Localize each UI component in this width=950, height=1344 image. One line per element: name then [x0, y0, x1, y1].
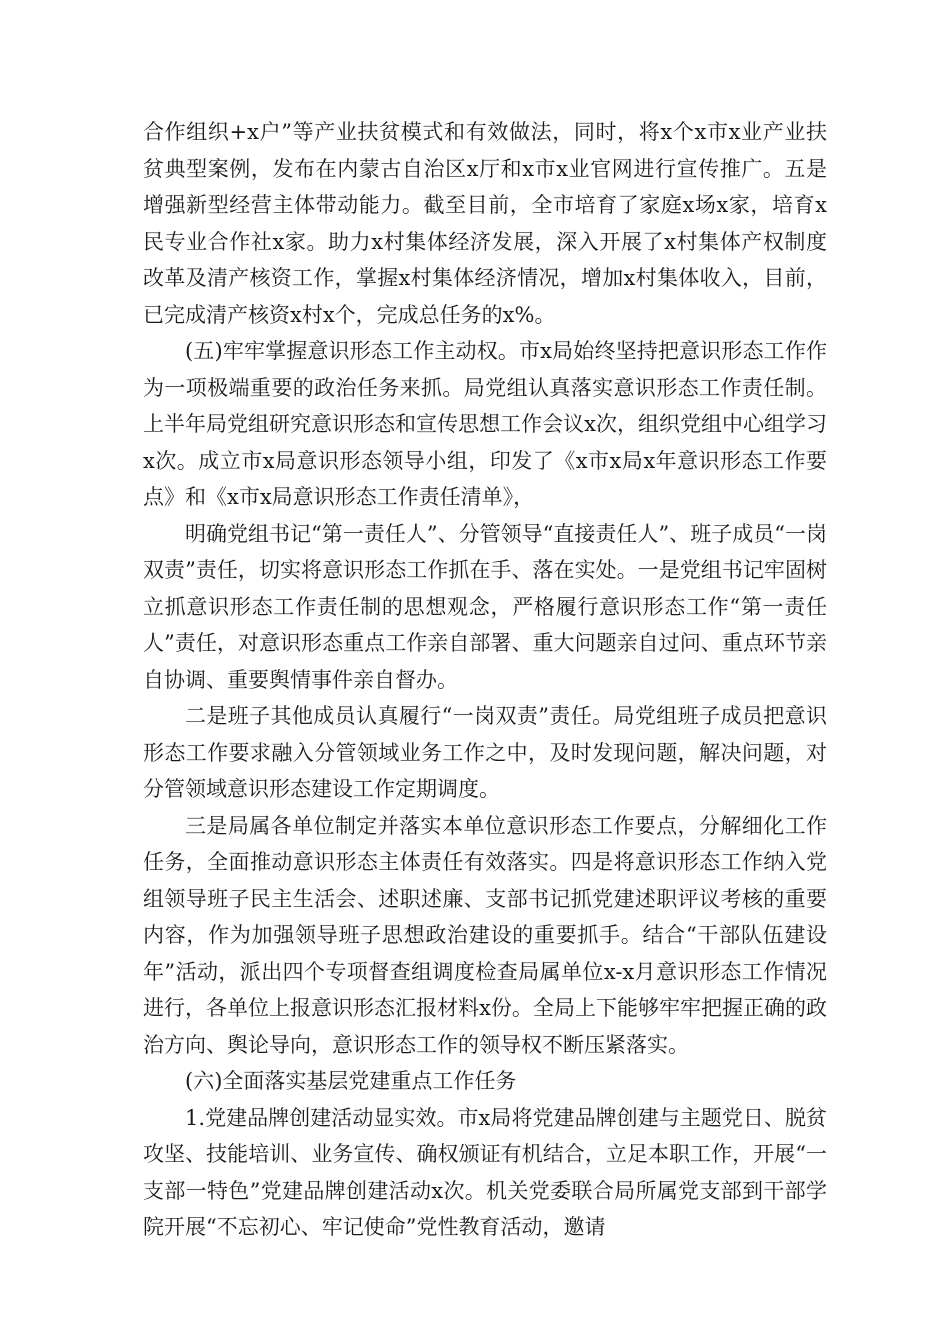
paragraph-ideology-work: (五)牢牢掌握意识形态工作主动权。市x局始终坚持把意识形态工作作为一项极端重要的政治任务来抓。局党组认真落实意识形态工作责任制。上半年局党组研究意识形态和宣传思想工作会议x次，组织党组中心组学习x次。成立市x局意识形态领导小组，印发了《x市x局x年意识形态工作要点》和《x市x局意识形态工作责任清单》，	[143, 339, 827, 509]
paragraph-party-brand-creation: 1.党建品牌创建活动显实效。市x局将党建品牌创建与主题党日、脱贫攻坚、技能培训、业务宣传、确权颁证有机结合，立足本职工作，开展“一支部一特色”党建品牌创建活动x次。机关党委联合局所属党支部到干部学院开展“不忘初心、牢记使命”党性教育活动，邀请	[143, 1105, 827, 1239]
section-heading-grassroots-party-building: (六)全面落实基层党建重点工作任务	[185, 1069, 517, 1093]
document-body	[143, 114, 827, 1246]
paragraph-team-members-duty: 二是班子其他成员认真履行“一岗双责”责任。局党组班子成员把意识形态工作要求融入分管领域业务工作之中，及时发现问题，解决问题，对分管领域意识形态建设工作定期调度。	[143, 704, 827, 801]
paragraph-poverty-alleviation-continued: 合作组织+x户”等产业扶贫模式和有效做法，同时，将x个x市x业产业扶贫典型案例，发布在内蒙古自治区x厅和x市x业官网进行宣传推广。五是增强新型经营主体带动能力。截至目前，全市培育了家庭x场x家，培育x民专业合作社x家。助力x村集体经济发展，深入开展了x村集体产权制度改革及清产核资工作，掌握x村集体经济情况，增加x村集体收入，目前，已完成清产核资x村x个，完成总任务的x%。	[143, 120, 827, 327]
paragraph-unit-implementation: 三是局属各单位制定并落实本单位意识形态工作要点，分解细化工作任务，全面推动意识形态主体责任有效落实。四是将意识形态工作纳入党组领导班子民主生活会、述职述廉、支部书记抓党建述职评议考核的重要内容，作为加强领导班子思想政治建设的重要抓手。结合“干部队伍建设年”活动，派出四个专项督查组调度检查局属单位x-x月意识形态工作情况进行，各单位上报意识形态汇报材料x份。全局上下能够牢牢把握正确的政治方向、舆论导向，意识形态工作的领导权不断压紧落实。	[143, 813, 827, 1057]
paragraph-responsibility-assignment: 明确党组书记“第一责任人”、分管领导“直接责任人”、班子成员“一岗双责”责任，切实将意识形态工作抓在手、落在实处。一是党组书记牢固树立抓意识形态工作责任制的思想观念，严格履行意识形态工作“第一责任人”责任，对意识形态重点工作亲自部署、重大问题亲自过问、重点环节亲自协调、重要舆情事件亲自督办。	[143, 521, 827, 692]
